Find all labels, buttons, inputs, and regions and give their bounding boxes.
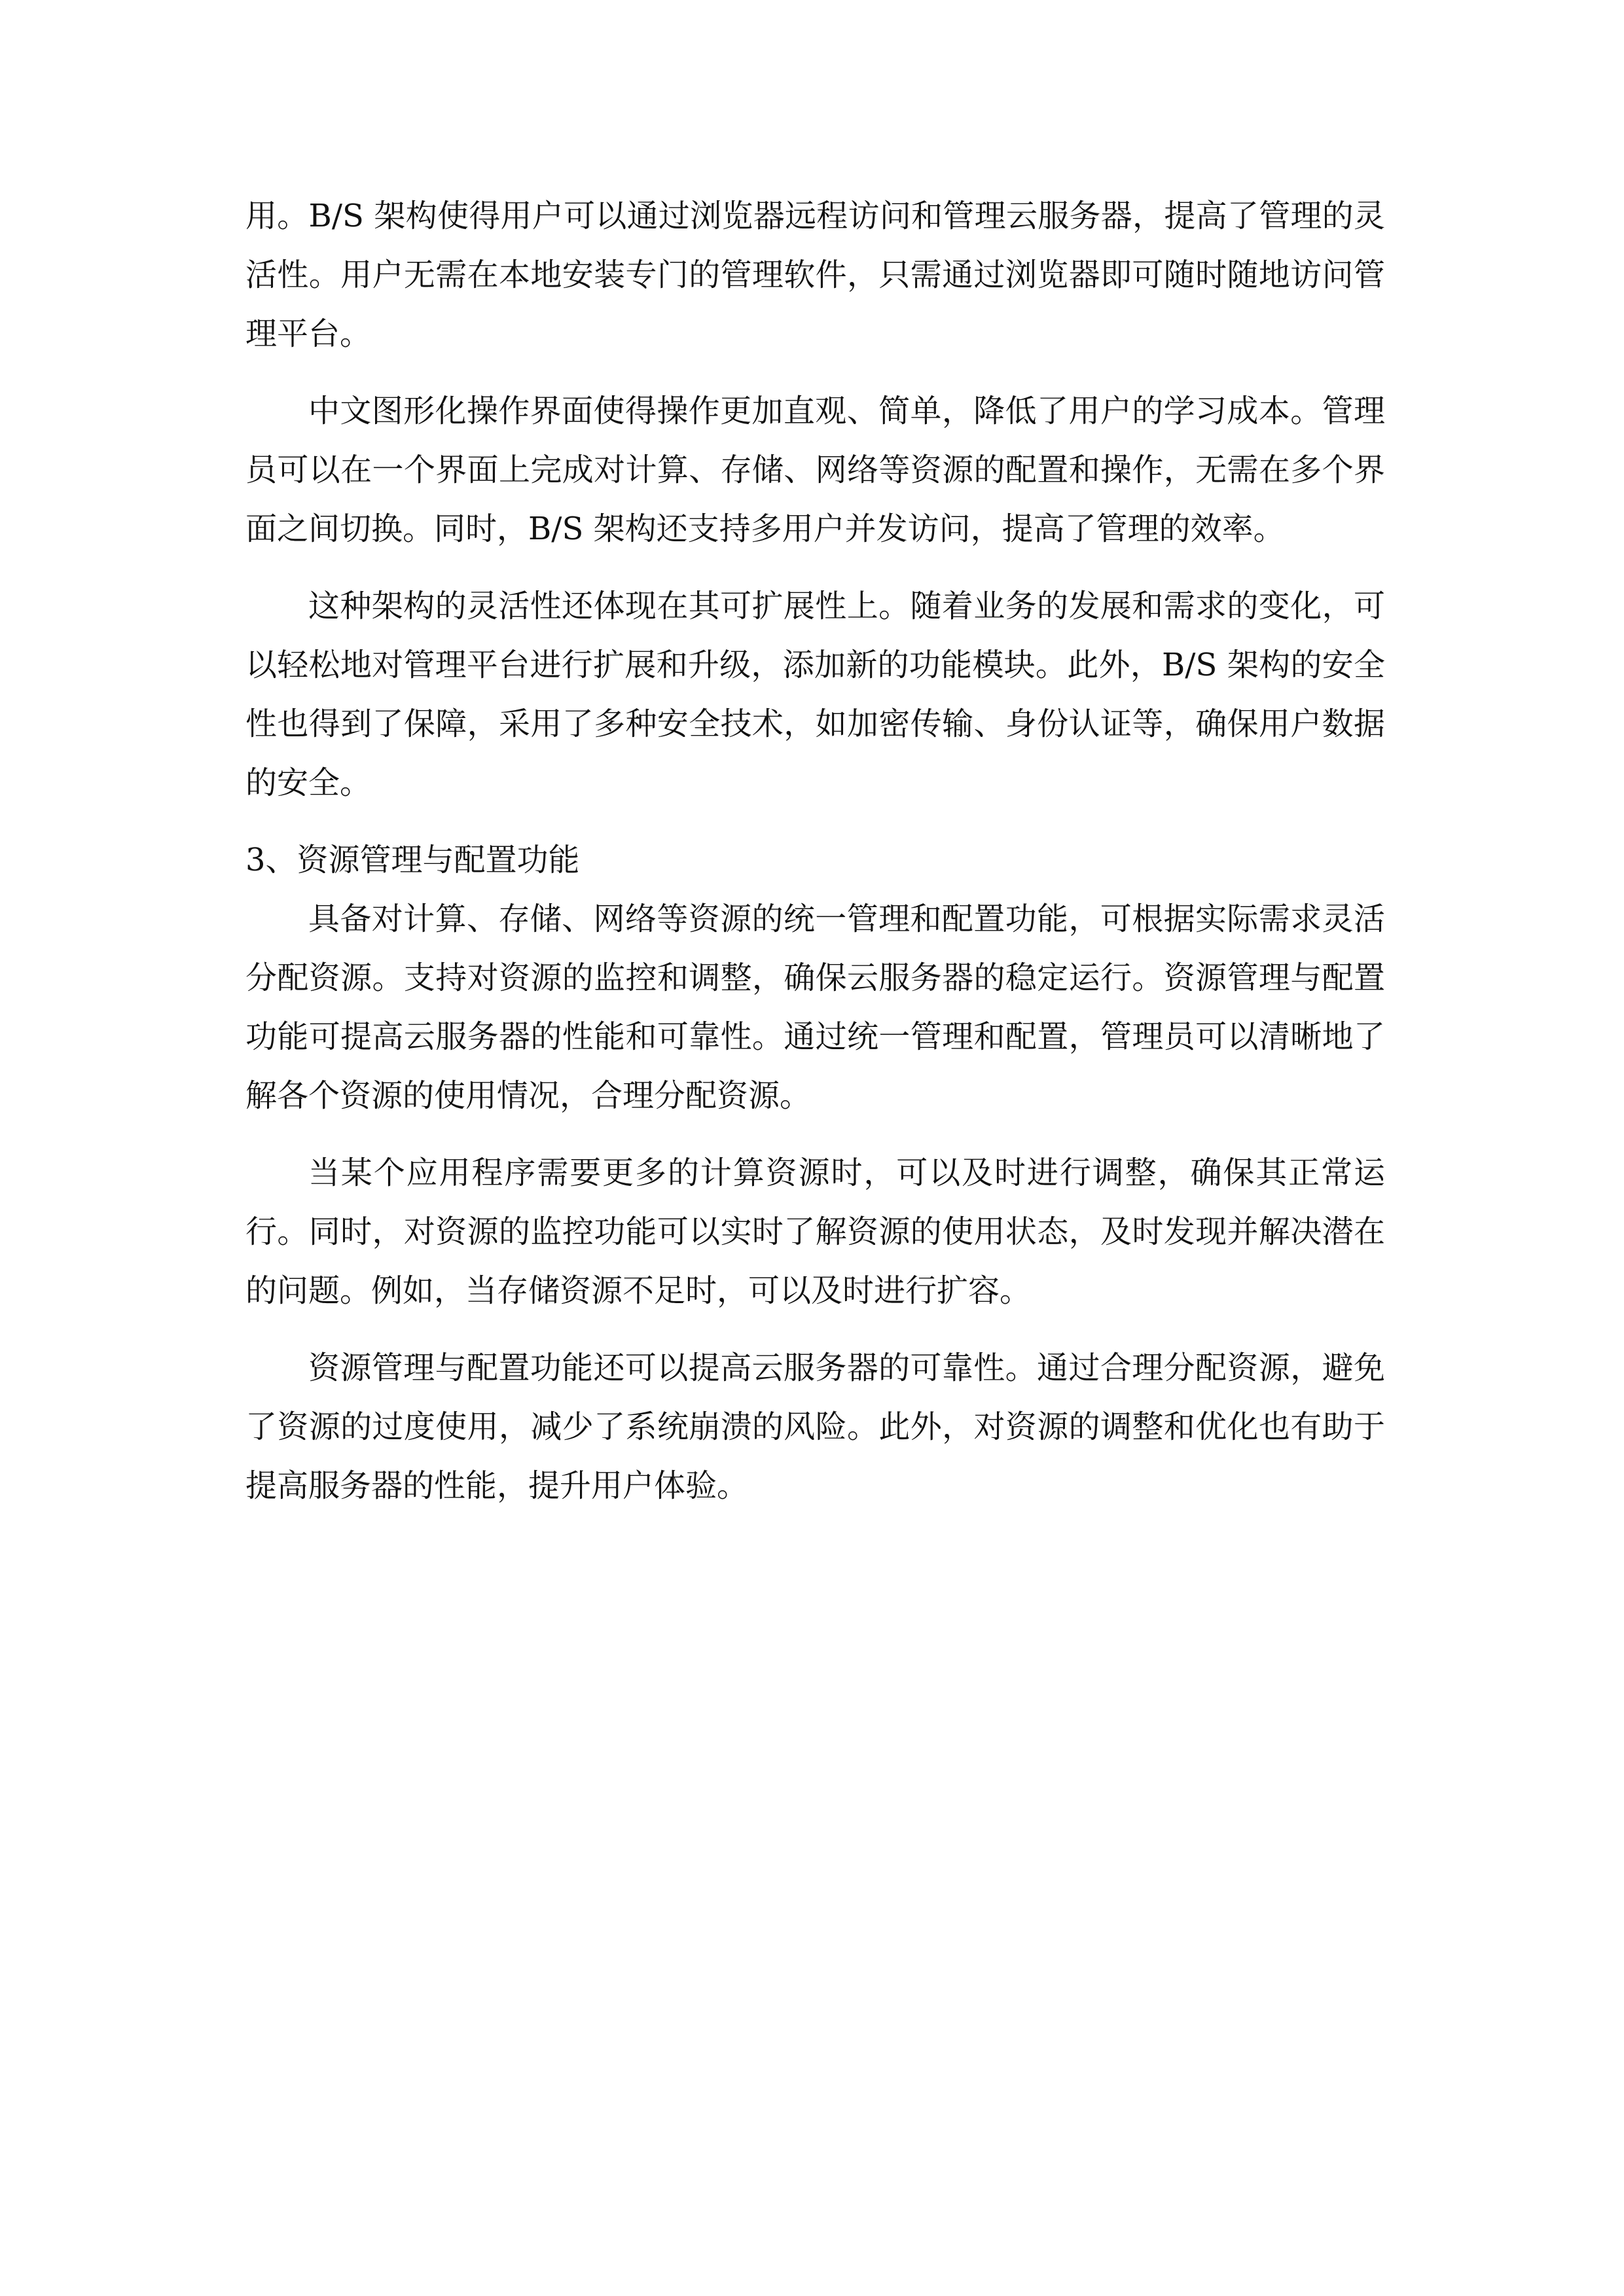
document-page xyxy=(245,187,1385,1515)
paragraph-resource-management: 具备对计算、存储、网络等资源的统一管理和配置功能，可根据实际需求灵活分配资源。支持对资源的监控和调整，确保云服务器的稳定运行。资源管理与配置功能可提高云服务器的性能和可靠性。通过统一管理和配置，管理员可以清晰地了解各个资源的使用情况，合理分配资源。 xyxy=(245,901,1385,1114)
paragraph-architecture-flexibility: 这种架构的灵活性还体现在其可扩展性上。随着业务的发展和需求的变化，可以轻松地对管理平台进行扩展和升级，添加新的功能模块。此外，B/S 架构的安全性也得到了保障，采用了多种安全技术，如加密传输、身份认证等，确保用户数据的安全。 xyxy=(245,588,1385,801)
paragraph-chinese-gui: 中文图形化操作界面使得操作更加直观、简单，降低了用户的学习成本。管理员可以在一个界面上完成对计算、存储、网络等资源的配置和操作，无需在多个界面之间切换。同时，B/S 架构还支持多用户并发访问，提高了管理的效率。 xyxy=(245,393,1385,547)
paragraph-reliability: 资源管理与配置功能还可以提高云服务器的可靠性。通过合理分配资源，避免了资源的过度使用，减少了系统崩溃的风险。此外，对资源的调整和优化也有助于提高服务器的性能，提升用户体验。 xyxy=(245,1350,1385,1504)
paragraph-resource-adjustment: 当某个应用程序需要更多的计算资源时，可以及时进行调整，确保其正常运行。同时，对资源的监控功能可以实时了解资源的使用状态，及时发现并解决潜在的问题。例如，当存储资源不足时，可以及时进行扩容。 xyxy=(245,1155,1385,1309)
section-heading: 3、资源管理与配置功能 xyxy=(245,842,580,878)
paragraph-continuation: 用。B/S 架构使得用户可以通过浏览器远程访问和管理云服务器，提高了管理的灵活性。用户无需在本地安装专门的管理软件，只需通过浏览器即可随时随地访问管理平台。 xyxy=(245,198,1385,352)
